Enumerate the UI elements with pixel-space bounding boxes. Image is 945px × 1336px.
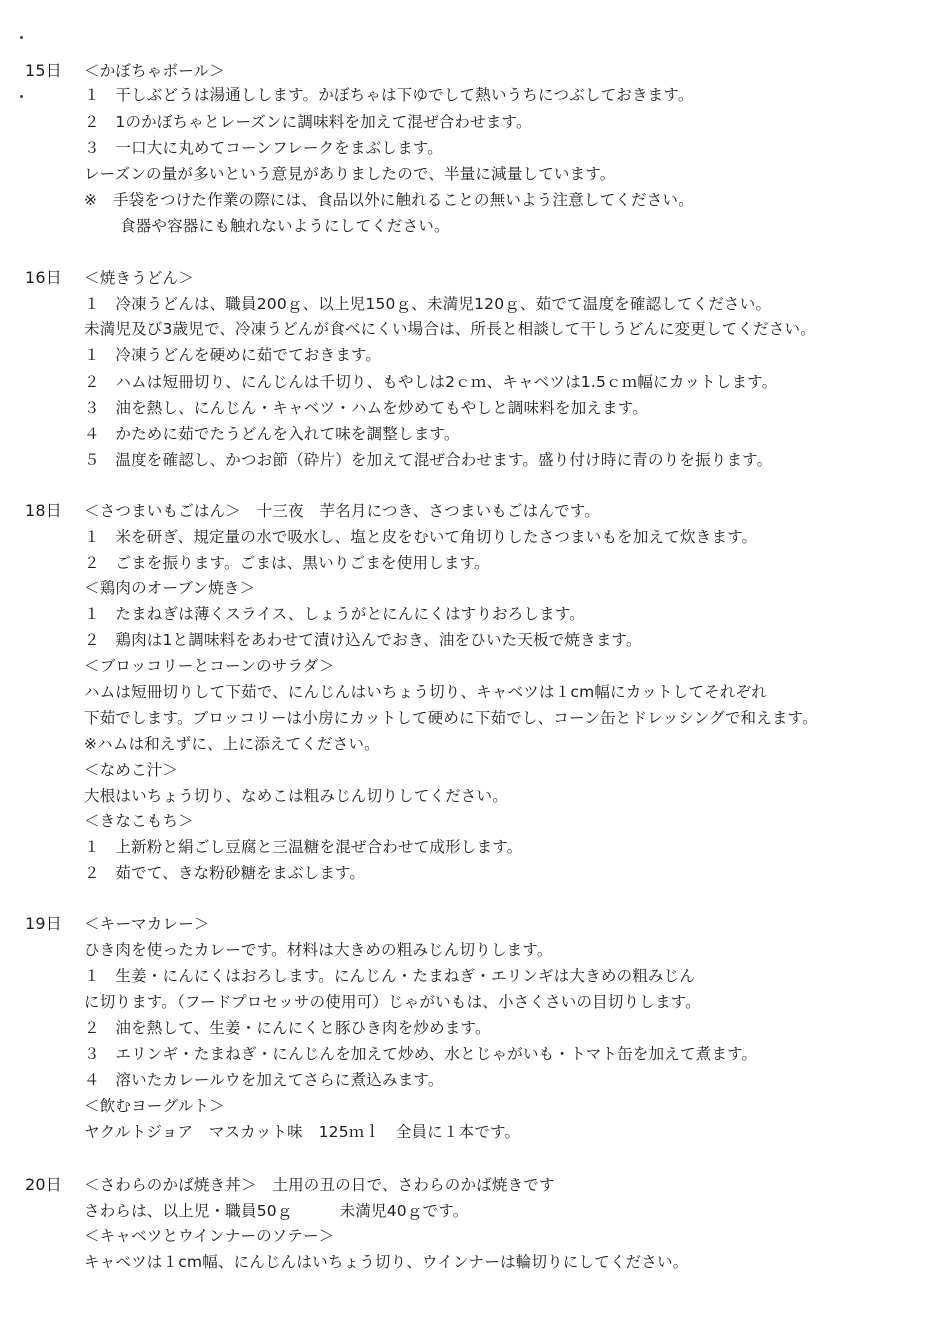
text-line: １ 米を研ぎ、規定量の水で吸水し、塩と皮をむいて角切りしたさつまいもを加えて炊きます。: [84, 528, 758, 546]
subsection-title: ＜キャベツとウインナーのソテー＞: [84, 1227, 335, 1245]
text-line: ※ハムは和えずに、上に添えてください。: [84, 735, 380, 753]
text-line: 食器や容器にも触れないようにしてください。: [120, 217, 450, 235]
text-line: ２ 鶏肉は1と調味料をあわせて漬け込んでおき、油をひいた天板で焼きます。: [84, 631, 642, 649]
text-line: ４ かために茹でたうどんを入れて味を調整します。: [84, 425, 460, 443]
text-line: に切ります。（フードプロセッサの使用可）じゃがいもは、小さくさいの目切りします。: [84, 993, 701, 1011]
text-line: １ 干しぶどうは湯通しします。かぼちゃは下ゆでして熱いうちにつぶしておきます。: [84, 86, 694, 104]
subsection-title: ＜きなこもち＞: [84, 812, 194, 830]
text-line: １ 上新粉と絹ごし豆腐と三温糖を混ぜ合わせて成形します。: [84, 838, 523, 856]
text-line: ５ 温度を確認し、かつお節（砕片）を加えて混ぜ合わせます。盛り付け時に青のりを振ります。: [84, 451, 773, 469]
text-line: レーズンの量が多いという意見がありましたので、半量に減量しています。: [84, 165, 616, 183]
section-title-15: ＜かぼちゃボール＞: [84, 62, 225, 80]
text-line: １ 生姜・にんにくはおろします。にんじん・たまねぎ・エリンギは大きめの粗みじん: [84, 967, 696, 985]
day-label-18: 18日: [25, 501, 62, 520]
day-label-19: 19日: [25, 914, 62, 933]
day-label-20: 20日: [25, 1175, 62, 1194]
text-line: さわらは、以上児・職員50ｇ 未満児40ｇです。: [84, 1202, 469, 1220]
text-line: キャベツは１cm幅、にんじんはいちょう切り、ウインナーは輪切りにしてください。: [84, 1253, 689, 1271]
text-line: ４ 溶いたカレールウを加えてさらに煮込みます。: [84, 1071, 444, 1089]
text-line: １ 冷凍うどんは、職員200ｇ、以上児150ｇ、未満児120ｇ、茹でて温度を確認してください。: [84, 295, 772, 313]
text-line: ※ 手袋をつけた作業の際には、食品以外に触れることの無いよう注意してください。: [84, 191, 694, 209]
section-title-18: ＜さつまいもごはん＞ 十三夜 芋名月につき、さつまいもごはんです。: [84, 502, 600, 520]
text-line: ひき肉を使ったカレーです。材料は大きめの粗みじん切りします。: [84, 941, 553, 959]
text-line: ハムは短冊切りして下茹で、にんじんはいちょう切り、キャベツは１cm幅にカットしてそれぞれ: [84, 683, 767, 701]
subsection-title: ＜飲むヨーグルト＞: [84, 1097, 225, 1115]
section-title-19: ＜キーマカレー＞: [84, 915, 210, 933]
subsection-title: ＜なめこ汁＞: [84, 761, 179, 779]
text-line: 未満児及び3歳児で、冷凍うどんが食べにくい場合は、所長と相談して干しうどんに変更してください。: [84, 320, 816, 338]
text-line: ３ 一口大に丸めてコーンフレークをまぶします。: [84, 139, 443, 157]
text-line: １ たまねぎは薄くスライス、しょうがとにんにくはすりおろします。: [84, 605, 586, 623]
section-title-20: ＜さわらのかば焼き丼＞ 土用の丑の日で、さわらのかば焼きです: [84, 1176, 555, 1194]
day-label-16: 16日: [25, 268, 62, 287]
scan-speck: [20, 36, 23, 39]
text-line: ２ 油を熱して、生姜・にんにくと豚ひき肉を炒めます。: [84, 1019, 491, 1037]
subsection-title: ＜鶏肉のオーブン焼き＞: [84, 579, 256, 597]
text-line: ２ ハムは短冊切り、にんじんは千切り、もやしは2ｃｍ、キャベツは1.5ｃｍ幅にカットします。: [84, 373, 778, 391]
text-line: ２ ごまを振ります。ごまは、黒いりごまを使用します。: [84, 554, 490, 572]
text-line: ヤクルトジョア マスカット味 125ｍｌ 全員に１本です。: [84, 1123, 521, 1141]
text-line: 大根はいちょう切り、なめこは粗みじん切りしてください。: [84, 787, 508, 805]
text-line: １ 冷凍うどんを硬めに茹でておきます。: [84, 346, 382, 364]
text-line: ３ 油を熱し、にんじん・キャベツ・ハムを炒めてもやしと調味料を加えます。: [84, 399, 648, 417]
section-title-16: ＜焼きうどん＞: [84, 269, 194, 287]
day-label-15: 15日: [25, 61, 62, 80]
text-line: ３ エリンギ・たまねぎ・にんじんを加えて炒め、水とじゃがいも・トマト缶を加えて煮ます。: [84, 1045, 758, 1063]
scan-speck: [20, 95, 23, 98]
text-line: ２ 茹でて、きな粉砂糖をまぶします。: [84, 864, 366, 882]
subsection-title: ＜ブロッコリーとコーンのサラダ＞: [84, 657, 335, 675]
text-line: ２ 1のかぼちゃとレーズンに調味料を加えて混ぜ合わせます。: [84, 113, 532, 131]
text-line: 下茹でします。ブロッコリーは小房にカットして硬めに下茹でし、コーン缶とドレッシングで和えます。: [84, 709, 818, 727]
